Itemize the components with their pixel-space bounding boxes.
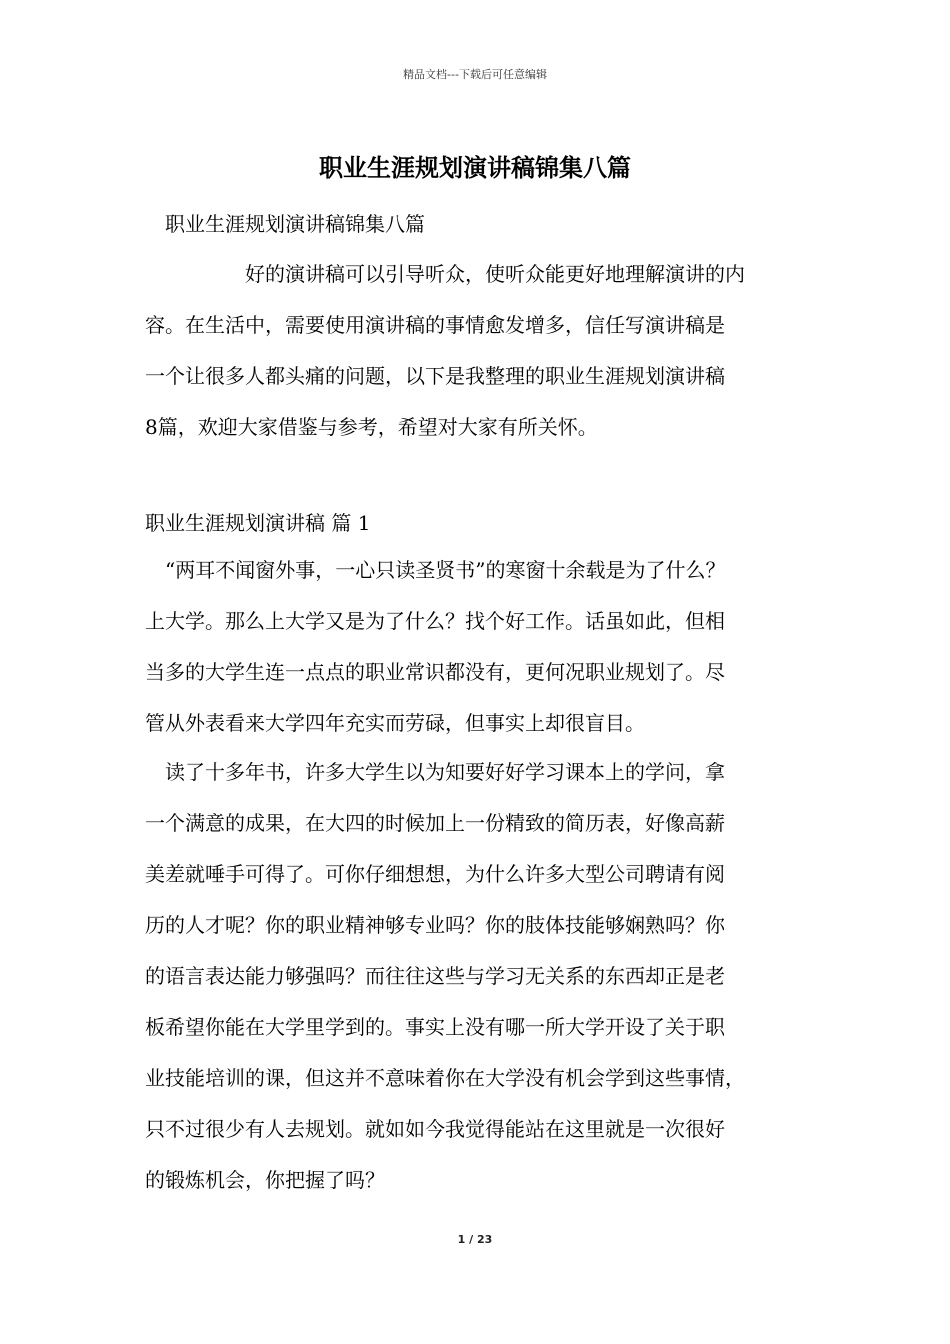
text-line: 好的演讲稿可以引导听众，使听众能更好地理解演讲的内 <box>145 262 745 286</box>
body-paragraph-2 <box>145 747 825 1206</box>
text-line: 业技能培训的课，但这并不意味着你在大学没有机会学到这些事情， <box>145 1066 745 1090</box>
text-line: 的语言表达能力够强吗？而往往这些与学习无关系的东西却正是老 <box>145 964 725 988</box>
text-line: 8篇，欢迎大家借鉴与参考，希望对大家有所关怀。 <box>145 415 598 439</box>
text-line: 一个满意的成果，在大四的时候加上一份精致的简历表，好像高薪 <box>145 811 725 835</box>
text-line: 读了十多年书，许多大学生以为知要好好学习课本上的学问，拿 <box>145 760 725 784</box>
text-line: 容。在生活中，需要使用演讲稿的事情愈发增多，信任写演讲稿是 <box>145 313 725 337</box>
intro-paragraph <box>145 249 825 453</box>
text-line: 的锻炼机会，你把握了吗？ <box>145 1168 385 1192</box>
text-line: 一个让很多人都头痛的问题，以下是我整理的职业生涯规划演讲稿 <box>145 364 725 388</box>
text-line: 管从外表看来大学四年充实而劳碌，但事实上却很盲目。 <box>145 711 645 735</box>
text-line: 上大学。那么上大学又是为了什么？找个好工作。话虽如此，但相 <box>145 609 725 633</box>
body-paragraph-1 <box>145 545 825 749</box>
document-title: 职业生涯规划演讲稿锦集八篇 <box>319 154 631 182</box>
text-line: “两耳不闻窗外事，一心只读圣贤书”的寒窗十余载是为了什么？ <box>145 558 726 582</box>
page-number: 1 / 23 <box>457 1233 493 1246</box>
document-subtitle: 职业生涯规划演讲稿锦集八篇 <box>165 212 425 236</box>
text-line: 当多的大学生连一点点的职业常识都没有，更何况职业规划了。尽 <box>145 660 725 684</box>
text-line: 美差就唾手可得了。可你仔细想想，为什么许多大型公司聘请有阅 <box>145 862 725 886</box>
text-line: 只不过很少有人去规划。就如如今我觉得能站在这里就是一次很好 <box>145 1117 725 1141</box>
page-header: 精品文档---下载后可任意编辑 <box>403 68 547 81</box>
section-heading: 职业生涯规划演讲稿 篇 1 <box>145 511 371 535</box>
text-line: 板希望你能在大学里学到的。事实上没有哪一所大学开设了关于职 <box>145 1015 725 1039</box>
text-line: 历的人才呢？你的职业精神够专业吗？你的肢体技能够娴熟吗？你 <box>145 913 725 937</box>
